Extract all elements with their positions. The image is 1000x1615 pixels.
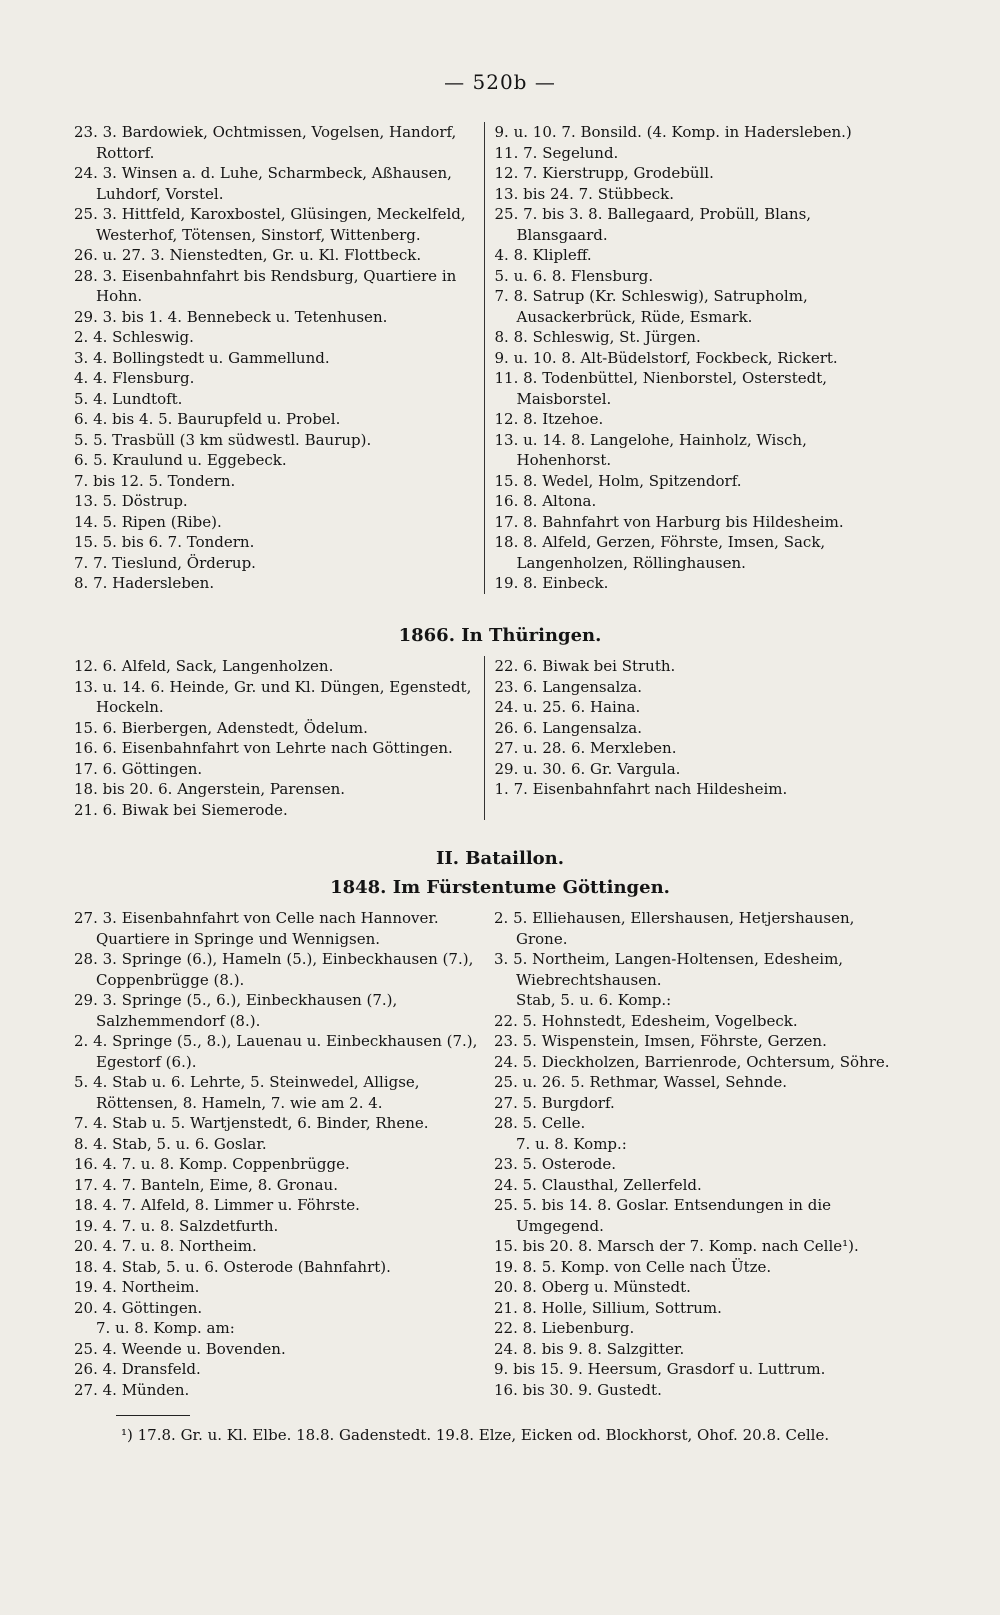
itinerary-entry: 16. 4. 7. u. 8. Komp. Coppenbrügge. xyxy=(74,1155,350,1173)
itinerary-entry: 6. 4. bis 4. 5. Baurupfeld u. Probel. xyxy=(74,410,341,428)
itinerary-entry: 12. 8. Itzehoe. xyxy=(494,410,604,428)
itinerary-entry: 17. 8. Bahnfahrt von Harburg bis Hildesheim. xyxy=(494,512,844,531)
itinerary-entry: 18. 4. 7. Alfeld, 8. Limmer u. Föhrste. xyxy=(74,1196,360,1214)
itinerary-entry: 9. u. 10. 7. Bonsild. (4. Komp. in Hadersleben.) xyxy=(494,123,852,141)
itinerary-entry: 20. 4. 7. u. 8. Northeim. xyxy=(74,1237,257,1255)
itinerary-entry: 27. u. 28. 6. Merxleben. xyxy=(494,739,677,757)
itinerary-entry: 2. 5. Elliehausen, Ellershausen, Hetjershausen, Grone. xyxy=(494,909,855,948)
itinerary-entry: 24. 8. bis 9. 8. Salzgitter. xyxy=(494,1339,685,1358)
itinerary-entry: 7. 7. Tieslund, Örderup. xyxy=(74,553,256,572)
itinerary-entry: 12. 6. Alfeld, Sack, Langenholzen. xyxy=(74,657,334,675)
section-1848-goettingen xyxy=(74,908,906,1400)
itinerary-entry: 9. bis 15. 9. Heersum, Grasdorf u. Luttrum. xyxy=(494,1360,826,1378)
itinerary-entry: 4. 4. Flensburg. xyxy=(74,369,195,387)
itinerary-entry: 13. u. 14. 6. Heinde, Gr. und Kl. Düngen, Egenstedt, Hockeln. xyxy=(74,677,472,716)
itinerary-entry: 23. 5. Osterode. xyxy=(494,1155,617,1173)
itinerary-entry: 6. 5. Kraulund u. Eggebeck. xyxy=(74,451,287,469)
itinerary-entry: 8. 7. Hadersleben. xyxy=(74,574,215,592)
itinerary-entry: 15. 6. Bierbergen, Adenstedt, Ödelum. xyxy=(74,718,368,737)
itinerary-entry: 28. 5. Celle. xyxy=(494,1114,586,1132)
itinerary-entry: 21. 6. Biwak bei Siemerode. xyxy=(74,800,288,819)
itinerary-entry: 18. bis 20. 6. Angerstein, Parensen. xyxy=(74,780,346,798)
itinerary-entry: 3. 4. Bollingstedt u. Gammellund. xyxy=(74,348,330,367)
itinerary-entry: 5. 4. Stab u. 6. Lehrte, 5. Steinwedel, Alligse, Röttensen, 8. Hameln, 7. wie am 2. 4. xyxy=(74,1073,420,1112)
itinerary-entry: 27. 3. Eisenbahnfahrt von Celle nach Hannover. Quartiere in Springe und Wennigsen. xyxy=(74,909,439,948)
itinerary-entry: 16. 8. Altona. xyxy=(494,492,597,510)
itinerary-entry: 26. 4. Dransfeld. xyxy=(74,1360,201,1378)
itinerary-entry: 22. 5. Hohnstedt, Edesheim, Vogelbeck. xyxy=(494,1011,798,1030)
itinerary-entry: 16. 6. Eisenbahnfahrt von Lehrte nach Göttingen. xyxy=(74,739,453,757)
itinerary-entry: 15. 5. bis 6. 7. Tondern. xyxy=(74,533,255,551)
itinerary-entry: 8. 4. Stab, 5. u. 6. Goslar. xyxy=(74,1134,267,1153)
section-1866-thueringen xyxy=(74,656,906,820)
itinerary-entry: 19. 8. 5. Komp. von Celle nach Ütze. xyxy=(494,1257,772,1276)
itinerary-entry: 24. u. 25. 6. Haina. xyxy=(494,698,641,716)
section-heading-1848: 1848. Im Fürstentume Göttingen. xyxy=(330,877,670,898)
itinerary-entry: 27. 5. Burgdorf. xyxy=(494,1093,615,1112)
itinerary-entry: 24. 5. Clausthal, Zellerfeld. xyxy=(494,1175,702,1194)
itinerary-entry: Stab, 5. u. 6. Komp.: xyxy=(516,991,672,1009)
battalion-heading: II. Bataillon. xyxy=(435,848,565,869)
itinerary-entry: 23. 3. Bardowiek, Ochtmissen, Vogelsen, Handorf, Rottorf. xyxy=(74,123,457,162)
itinerary-entry: 1. 7. Eisenbahnfahrt nach Hildesheim. xyxy=(494,780,788,798)
itinerary-entry: 15. bis 20. 8. Marsch der 7. Komp. nach Celle¹). xyxy=(494,1237,859,1255)
itinerary-entry: 8. 8. Schleswig, St. Jürgen. xyxy=(494,328,701,346)
section-heading-1866: 1866. In Thüringen. xyxy=(398,625,602,646)
itinerary-entry: 25. 4. Weende u. Bovenden. xyxy=(74,1339,286,1358)
left-column xyxy=(74,908,484,1400)
itinerary-entry: 7. bis 12. 5. Tondern. xyxy=(74,471,236,490)
itinerary-entry: 7. u. 8. Komp.: xyxy=(516,1134,627,1153)
itinerary-entry: 7. u. 8. Komp. am: xyxy=(96,1319,235,1337)
itinerary-entry: 20. 4. Göttingen. xyxy=(74,1298,203,1317)
itinerary-entry: 23. 6. Langensalza. xyxy=(494,677,642,696)
itinerary-entry: 4. 8. Klipleff. xyxy=(494,246,592,264)
itinerary-entry: 29. 3. Springe (5., 6.), Einbeckhausen (7.), Salzhemmendorf (8.). xyxy=(74,991,398,1030)
itinerary-entry: 26. u. 27. 3. Nienstedten, Gr. u. Kl. Flottbeck. xyxy=(74,246,422,264)
itinerary-entry: 24. 3. Winsen a. d. Luhe, Scharmbeck, Aßhausen, Luhdorf, Vorstel. xyxy=(74,164,452,203)
itinerary-entry: 20. 8. Oberg u. Münstedt. xyxy=(494,1278,691,1296)
footnote-rule xyxy=(116,1415,190,1416)
itinerary-entry: 17. 6. Göttingen. xyxy=(74,759,203,778)
itinerary-entry: 19. 4. 7. u. 8. Salzdetfurth. xyxy=(74,1216,279,1235)
itinerary-entry: 16. bis 30. 9. Gustedt. xyxy=(494,1380,662,1399)
itinerary-entry: 15. 8. Wedel, Holm, Spitzendorf. xyxy=(494,471,742,490)
itinerary-entry: 19. 4. Northeim. xyxy=(74,1278,200,1296)
itinerary-entry: 28. 3. Springe (6.), Hameln (5.), Einbeckhausen (7.), Coppenbrügge (8.). xyxy=(74,950,474,989)
itinerary-entry: 25. 7. bis 3. 8. Ballegaard, Probüll, Blans, Blansgaard. xyxy=(494,205,812,244)
itinerary-entry: 25. u. 26. 5. Rethmar, Wassel, Sehnde. xyxy=(494,1073,787,1091)
itinerary-entry: 25. 5. bis 14. 8. Goslar. Entsendungen in die Umgegend. xyxy=(494,1196,831,1235)
itinerary-entry: 29. u. 30. 6. Gr. Vargula. xyxy=(494,759,681,778)
itinerary-entry: 19. 8. Einbeck. xyxy=(494,574,609,592)
section-1848-schleswig xyxy=(74,122,906,594)
itinerary-entry: 22. 8. Liebenburg. xyxy=(494,1319,635,1337)
itinerary-entry: 2. 4. Springe (5., 8.), Lauenau u. Einbeckhausen (7.), Egestorf (6.). xyxy=(74,1032,478,1071)
itinerary-entry: 5. 4. Lundtoft. xyxy=(74,389,183,408)
itinerary-entry: 22. 6. Biwak bei Struth. xyxy=(494,657,676,675)
itinerary-entry: 26. 6. Langensalza. xyxy=(494,718,642,737)
itinerary-entry: 13. u. 14. 8. Langelohe, Hainholz, Wisch, Hohenhorst. xyxy=(494,430,807,469)
right-column xyxy=(484,908,906,1400)
left-column xyxy=(74,122,484,594)
itinerary-entry: 7. 4. Stab u. 5. Wartjenstedt, 6. Binder, Rhene. xyxy=(74,1114,429,1132)
itinerary-entry: 18. 8. Alfeld, Gerzen, Föhrste, Imsen, Sack, Langenholzen, Röllinghausen. xyxy=(494,533,826,572)
itinerary-entry: 9. u. 10. 8. Alt-Büdelstorf, Fockbeck, Rickert. xyxy=(494,348,838,367)
itinerary-entry: 29. 3. bis 1. 4. Bennebeck u. Tetenhusen. xyxy=(74,307,388,326)
itinerary-entry: 11. 8. Todenbüttel, Nienborstel, Osterstedt, Maisborstel. xyxy=(494,369,828,408)
itinerary-entry: 12. 7. Kierstrupp, Grodebüll. xyxy=(494,164,714,182)
itinerary-entry: 28. 3. Eisenbahnfahrt bis Rendsburg, Quartiere in Hohn. xyxy=(74,266,457,305)
itinerary-entry: 23. 5. Wispenstein, Imsen, Föhrste, Gerzen. xyxy=(494,1032,827,1050)
footnote: ¹) 17.8. Gr. u. Kl. Elbe. 18.8. Gadenstedt. 19.8. Elze, Eicken od. Blockhorst, Ohof. 20.8. Celle. xyxy=(121,1426,830,1444)
itinerary-entry: 25. 3. Hittfeld, Karoxbostel, Glüsingen, Meckelfeld, Westerhof, Tötensen, Sinstorf, Wittenberg. xyxy=(74,205,466,244)
itinerary-entry: 5. u. 6. 8. Flensburg. xyxy=(494,266,654,285)
itinerary-entry: 27. 4. Münden. xyxy=(74,1380,190,1399)
itinerary-entry: 18. 4. Stab, 5. u. 6. Osterode (Bahnfahrt). xyxy=(74,1257,391,1276)
itinerary-entry: 2. 4. Schleswig. xyxy=(74,328,194,346)
itinerary-entry: 17. 4. 7. Banteln, Eime, 8. Gronau. xyxy=(74,1175,338,1194)
right-column xyxy=(484,656,907,820)
page-number: — 520b — xyxy=(444,70,556,94)
itinerary-entry: 13. bis 24. 7. Stübbeck. xyxy=(494,184,674,203)
itinerary-entry: 21. 8. Holle, Sillium, Sottrum. xyxy=(494,1298,722,1317)
itinerary-entry: 13. 5. Döstrup. xyxy=(74,492,188,510)
itinerary-entry: 11. 7. Segelund. xyxy=(494,143,619,162)
itinerary-entry: 7. 8. Satrup (Kr. Schleswig), Satrupholm, Ausackerbrück, Rüde, Esmark. xyxy=(494,287,808,326)
left-column xyxy=(74,656,484,820)
itinerary-entry: 3. 5. Northeim, Langen-Holtensen, Edesheim, Wiebrechtshausen. xyxy=(494,950,844,989)
itinerary-entry: 5. 5. Trasbüll (3 km südwestl. Baurup). xyxy=(74,430,372,449)
itinerary-entry: 14. 5. Ripen (Ribe). xyxy=(74,512,222,531)
right-column xyxy=(484,122,907,594)
itinerary-entry: 24. 5. Dieckholzen, Barrienrode, Ochtersum, Söhre. xyxy=(494,1052,890,1071)
